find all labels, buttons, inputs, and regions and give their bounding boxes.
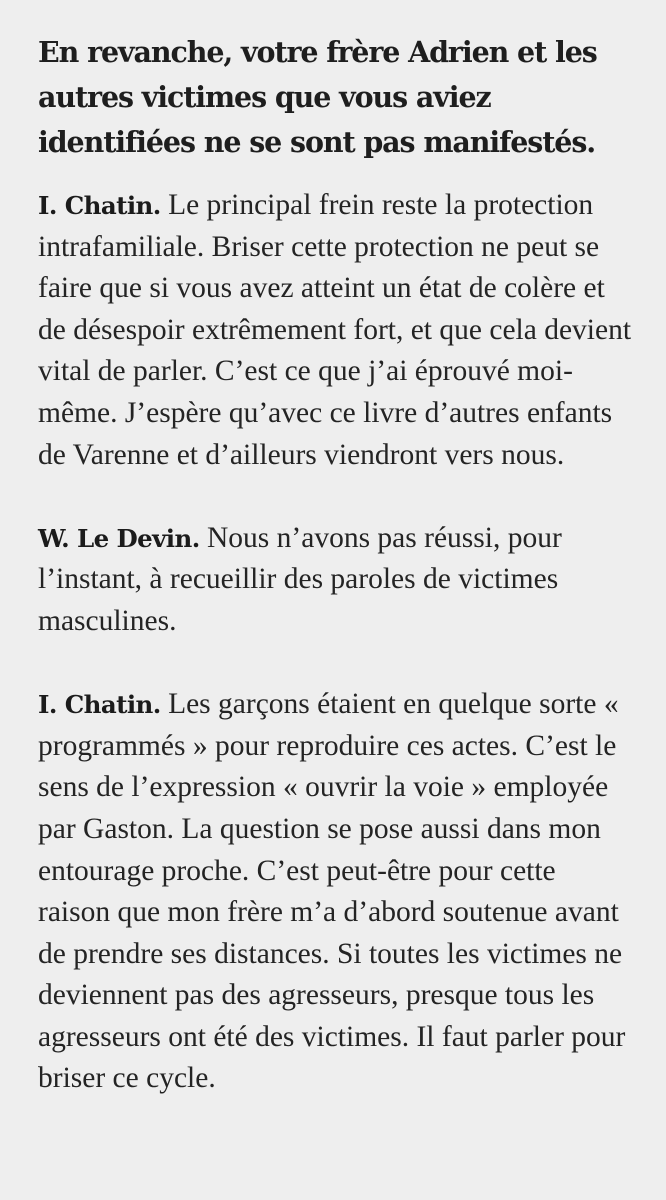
speaker-name: I. Chatin. (38, 191, 161, 220)
interview-question: En revanche, votre frère Adrien et les autres victimes que vous aviez identifiées ne se sont pas manifestés. (38, 35, 597, 159)
answer-text: Les garçons étaient en quelque sorte « programmés » pour reproduire ces actes. C’est le sens de l’expression « ouvrir la voie » employée par Gaston. La question se pose aussi dans mon entourage proche. C’est peut-être pour cette raison que mon frère m’a d’abord soutenue avant de prendre ses distances. Si toutes les victimes ne deviennent pas des agresseurs, presque tous les agresseurs ont été des victimes. Il faut parler pour briser ce cycle. (38, 688, 626, 1095)
answer-paragraph (38, 185, 632, 476)
answer-paragraph (38, 518, 632, 643)
answer-text: Le principal frein reste la protection intrafamiliale. Briser cette protection ne peut se faire que si vous avez atteint un état de colère et de désespoir extrêmement fort, et que cela devient vital de parler. C’est ce que j’ai éprouvé moi-même. J’espère qu’avec ce livre d’autres enfants de Varenne et d’ailleurs viendront vers nous. (38, 189, 632, 471)
speaker-name: I. Chatin. (38, 690, 161, 720)
answer-text: Nous n’avons pas réussi, pour l’instant, à recueillir des paroles de victimes masculines. (38, 521, 562, 637)
speaker-name: W. Le Devin. (38, 523, 200, 553)
answer-paragraph (38, 684, 632, 1100)
